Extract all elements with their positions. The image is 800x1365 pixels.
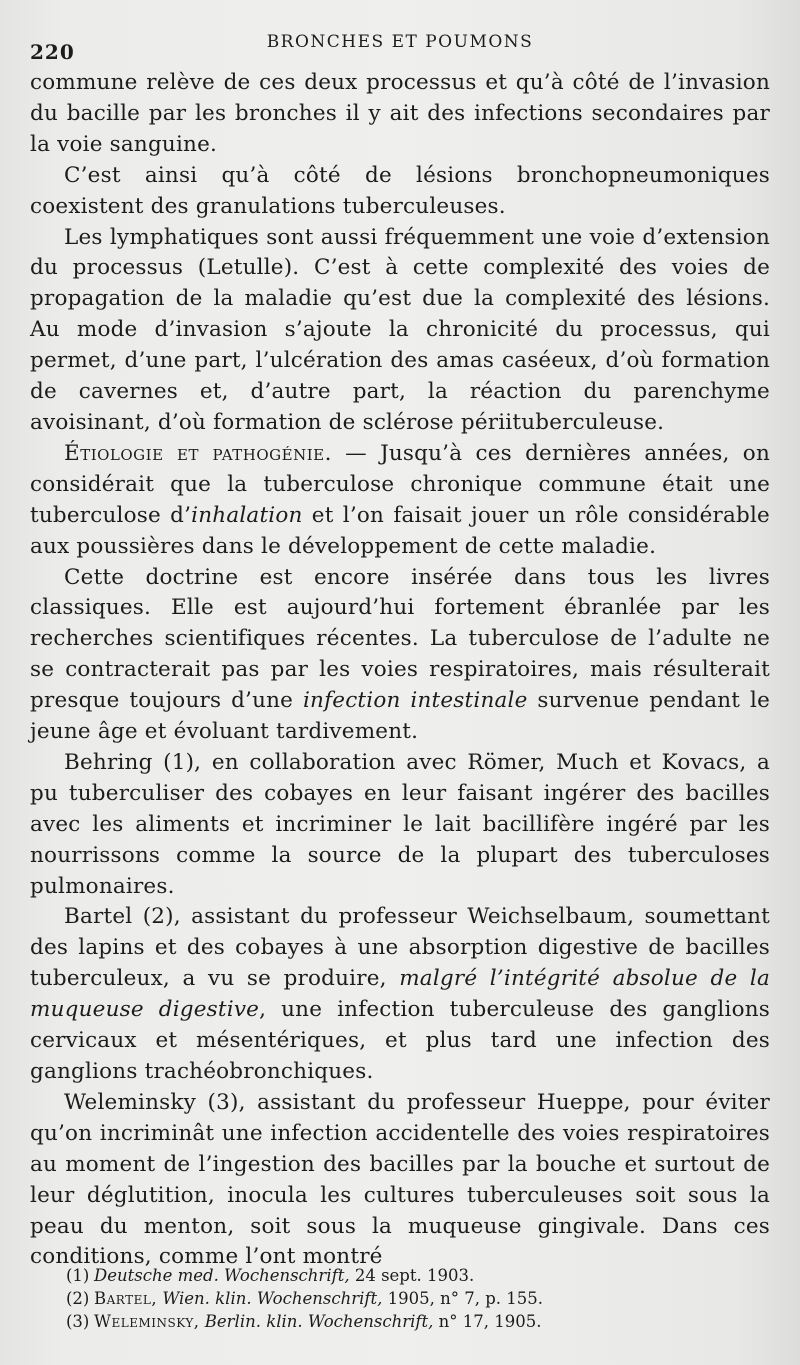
footnote-author: Bartel, [94,1289,158,1308]
footnote-source: Wien. klin. Wochenschrift, [157,1289,383,1308]
paragraph-4-text-b: et l’on faisait jouer un rôle considérable aux poussières dans le développement de cette maladie. [30,502,770,559]
paragraph-5 [30,563,770,748]
paragraph-3: Les lymphatiques sont aussi fréquemment une voie d’extension du processus (Letulle). C’est à cette complexité des voies de propagation de la maladie qu’est due la complexité des lésions. Au mode d’invasion s’ajoute la chronicité du processus, qui permet, d’une part, l’ulcération des amas caséeux, d’où formation de cavernes et, d’autre part, la réaction du parenchyme avoisinant, d’où formation de sclérose périituberculeuse. [30,224,770,435]
footnote-author: Weleminsky, [94,1312,200,1331]
footnote-source: Deutsche med. Wochenschrift, [94,1266,350,1285]
paragraph-7-italic: malgré l’intégrité absolue de la muqueuse digestive [30,966,770,1023]
page-header [30,30,770,64]
body-text [30,68,770,1273]
paragraph-7 [30,902,770,1087]
footnote-number: (2) [66,1289,90,1308]
footnotes [66,1264,770,1333]
paragraph-4-italic: inhalation [191,502,303,528]
paragraph-8: Weleminsky (3), assistant du professeur Hueppe, pour éviter qu’on incriminât une infection accidentelle des voies respiratoires au moment de l’ingestion des bacilles par la bouche et surtout de leur déglutition, inocula les cultures tuberculeuses soit sous la peau du menton, soit sous la muqueuse gingivale. Dans ces conditions, comme l’ont montré [30,1089,770,1270]
footnote: (3) Weleminsky, Berlin. klin. Wochenschrift, n° 17, 1905. [66,1312,542,1331]
paragraph-6: Behring (1), en collaboration avec Römer, Much et Kovacs, a pu tuberculiser des cobayes en leur faisant ingérer des bacilles avec les aliments et incriminer le lait bacillifère ingéré par les nourrissons comme la source de la plupart des tuberculoses pulmonaires. [30,749,770,899]
paragraph-4 [30,439,770,563]
paragraph-5-text-a: Cette doctrine est encore insérée dans tous les livres classiques. Elle est aujourd’hui fortement ébranlée par les recherches scientifiques récentes. La tuberculose de l’adulte ne se contracterait pas par les voies respiratoires, mais résulterait presque toujours d’une [30,564,770,714]
paragraph-7-text-b: , une infection tuberculeuse des ganglions cervicaux et mésentériques, et plus tard une infection des ganglions trachéobronchiques. [30,997,770,1084]
footnote-number: (3) [66,1312,90,1331]
paragraph-5-text-b: survenue pendant le jeune âge et évoluant tardivement. [30,688,770,745]
footnote-number: (1) [66,1266,90,1285]
paragraph-1: commune relève de ces deux processus et qu’à côté de l’invasion du bacille par les bronches il y ait des infections secondaires par la voie sanguine. [30,70,770,157]
footnote: (2) Bartel, Wien. klin. Wochenschrift, 1905, n° 7, p. 155. [66,1289,543,1308]
footnote-source: Berlin. klin. Wochenschrift, [199,1312,434,1331]
paragraph-2: C’est ainsi qu’à côté de lésions bronchopneumoniques coexistent des granulations tuberculeuses. [30,162,770,219]
section-heading: Étiologie et pathogénie. [64,440,332,466]
footnote: (1) Deutsche med. Wochenschrift, 24 sept. 1903. [66,1266,475,1285]
paragraph-7-text-a: Bartel (2), assistant du professeur Weichselbaum, soumettant des lapins et des cobayes à une absorption digestive de bacilles tuberculeux, a vu se produire, [30,904,770,992]
running-title: BRONCHES ET POUMONS [266,32,534,52]
paragraph-4-text-a: — Jusqu’à ces dernières années, on considérait que la tuberculose chronique commune était une tuberculose d’ [30,440,770,528]
page-number: 220 [30,40,75,64]
paragraph-5-italic: infection intestinale [302,688,528,714]
